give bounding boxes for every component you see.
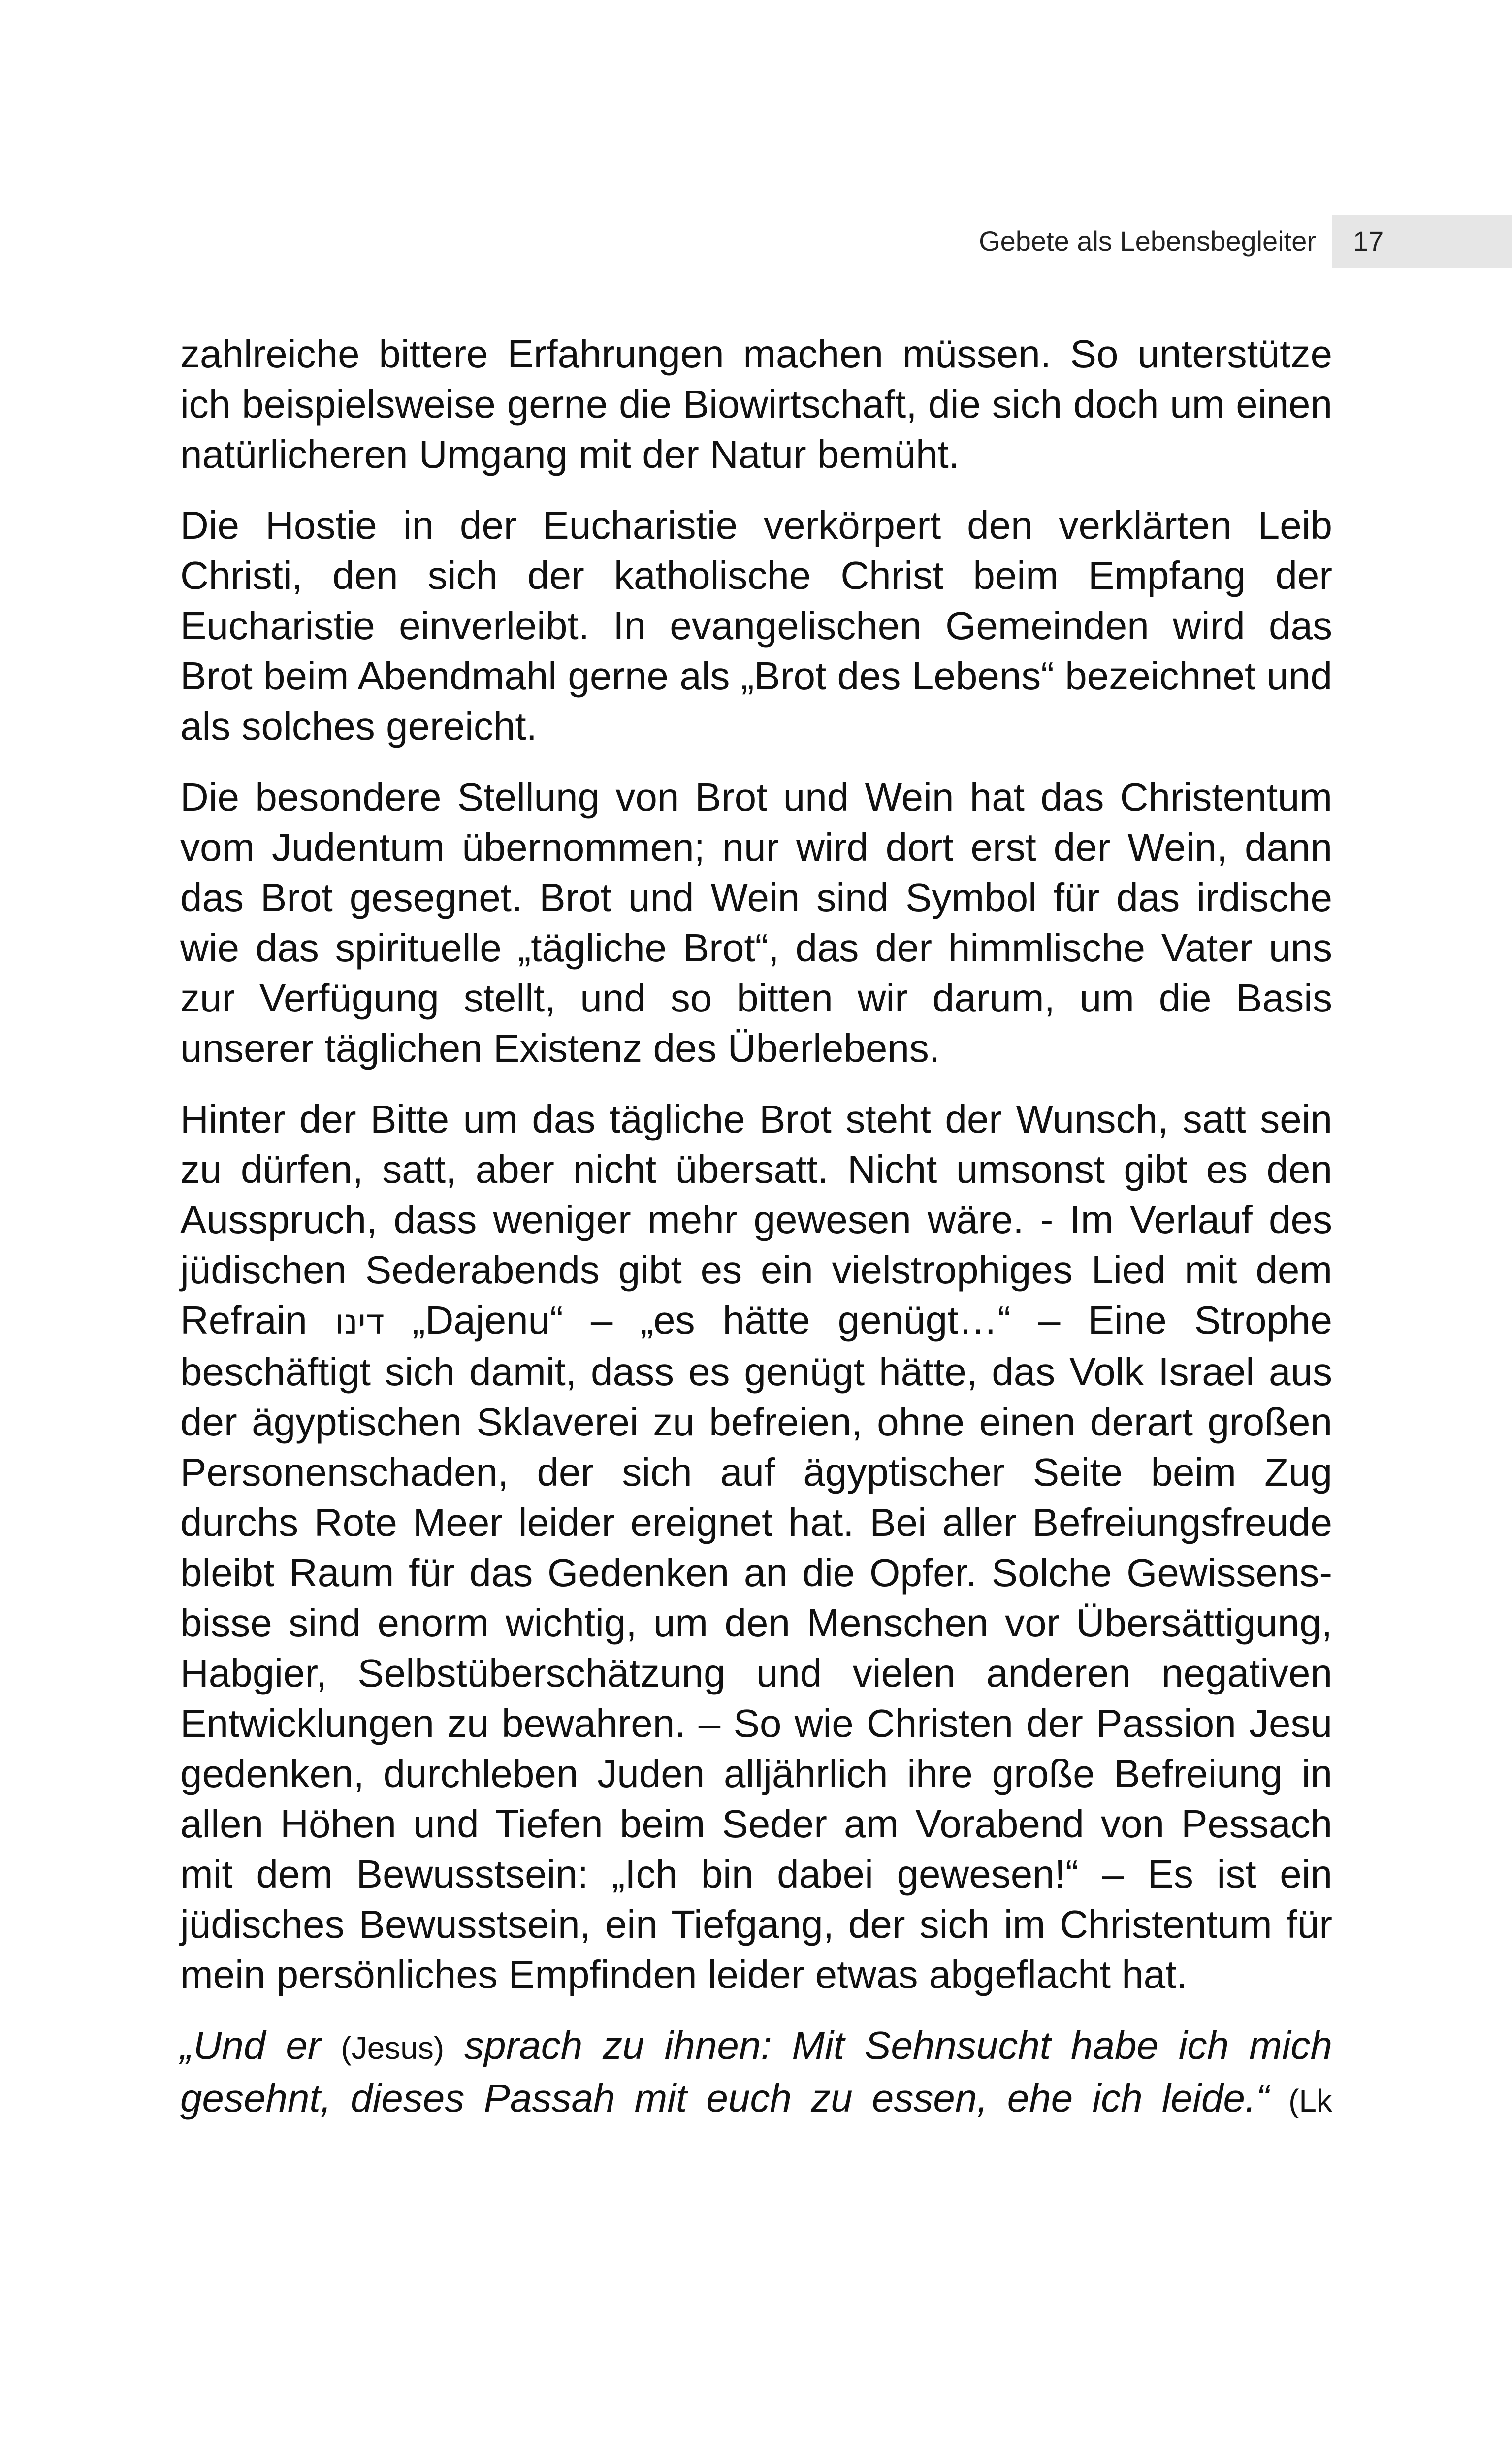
page-number-box bbox=[1332, 215, 1512, 268]
paragraph-1: zahlreiche bittere Erfahrungen machen müssen. So unterstütze ich beispielsweise gerne die Biowirtschaft, die sich doch um einen natürlicheren Umgang mit der Natur bemüht. bbox=[180, 332, 1332, 476]
paragraph-3: Die besondere Stellung von Brot und Wein hat das Christentum vom Judentum übernommen; nur wird dort erst der Wein, dann das Brot gesegnet. Brot und Wein sind Symbol für das irdische wie das spirituelle „tägliche Brot“, das der himmlische Vater uns zur Verfügung stellt, und so bitten wir darum, um die Basis unserer täglichen Existenz des Überlebens. bbox=[180, 775, 1332, 1070]
hebrew-word-dajenu: דינו bbox=[334, 1302, 385, 1342]
body-text bbox=[180, 329, 1332, 2147]
running-header bbox=[0, 215, 1512, 268]
quote-start: „Und er bbox=[180, 2023, 321, 2067]
page-number: 17 bbox=[1353, 226, 1384, 257]
quote-rest: sprach zu ihnen: Mit Sehnsucht habe ich mich gesehnt, dieses Passah mit euch zu essen, ehe ich leide.“ bbox=[180, 2023, 1332, 2120]
paragraph-4 bbox=[180, 1094, 1332, 2000]
quote-aside: (Jesus) bbox=[341, 2030, 445, 2066]
paragraph-4-text-after: „Dajenu“ – „es hätte genügt…“ – Eine Strophe beschäftigt sich damit, dass es genügt hätte, das Volk Israel aus der ägyptischen Sklaverei zu befreien, ohne einen derart großen Personenschaden, der sich auf ägyptischer Seite beim Zug durchs Rote Meer leider ereignet hat. Bei aller Befreiungsfreude bleibt Raum für das Gedenken an die Opfer. Solche Gewissensbisse sind enorm wichtig, um den Menschen vor Übersättigung, Habgier, Selbstüberschätzung und vielen anderen negativen Entwicklungen zu bewahren. – So wie Christen der Passion Jesu gedenken, durchleben Juden alljährlich ihre große Befreiung in allen Höhen und Tiefen beim Seder am Vorabend von Pessach mit dem Bewusstsein: „Ich bin dabei gewesen!“ – Es ist ein jüdisches Bewusstsein, ein Tiefgang, der sich im Christentum für mein persönliches Empfinden leider etwas abgeflacht hat. bbox=[180, 1298, 1332, 1996]
running-header-title: Gebete als Lebensbegleiter bbox=[979, 226, 1316, 257]
paragraph-4-text-before: Hinter der Bitte um das tägliche Brot steht der Wunsch, satt sein zu dürfen, satt, aber nicht übersatt. Nicht umsonst gibt es den Ausspruch, dass weniger mehr gewesen wäre. - Im Verlauf des jüdischen Sederabends gibt es ein vielstrophiges Lied mit dem Refrain bbox=[180, 1097, 1332, 1342]
paragraph-2: Die Hostie in der Eucharistie verkörpert den verklärten Leib Christi, den sich der katholische Christ beim Empfang der Eucharistie einverleibt. In evangelischen Gemeinden wird das Brot beim Abendmahl gerne als „Brot des Lebens“ bezeichnet und als solches gereicht. bbox=[180, 503, 1332, 748]
paragraph-5-quote bbox=[180, 2020, 1332, 2126]
quote-reference: (Lk bbox=[1288, 2083, 1332, 2118]
